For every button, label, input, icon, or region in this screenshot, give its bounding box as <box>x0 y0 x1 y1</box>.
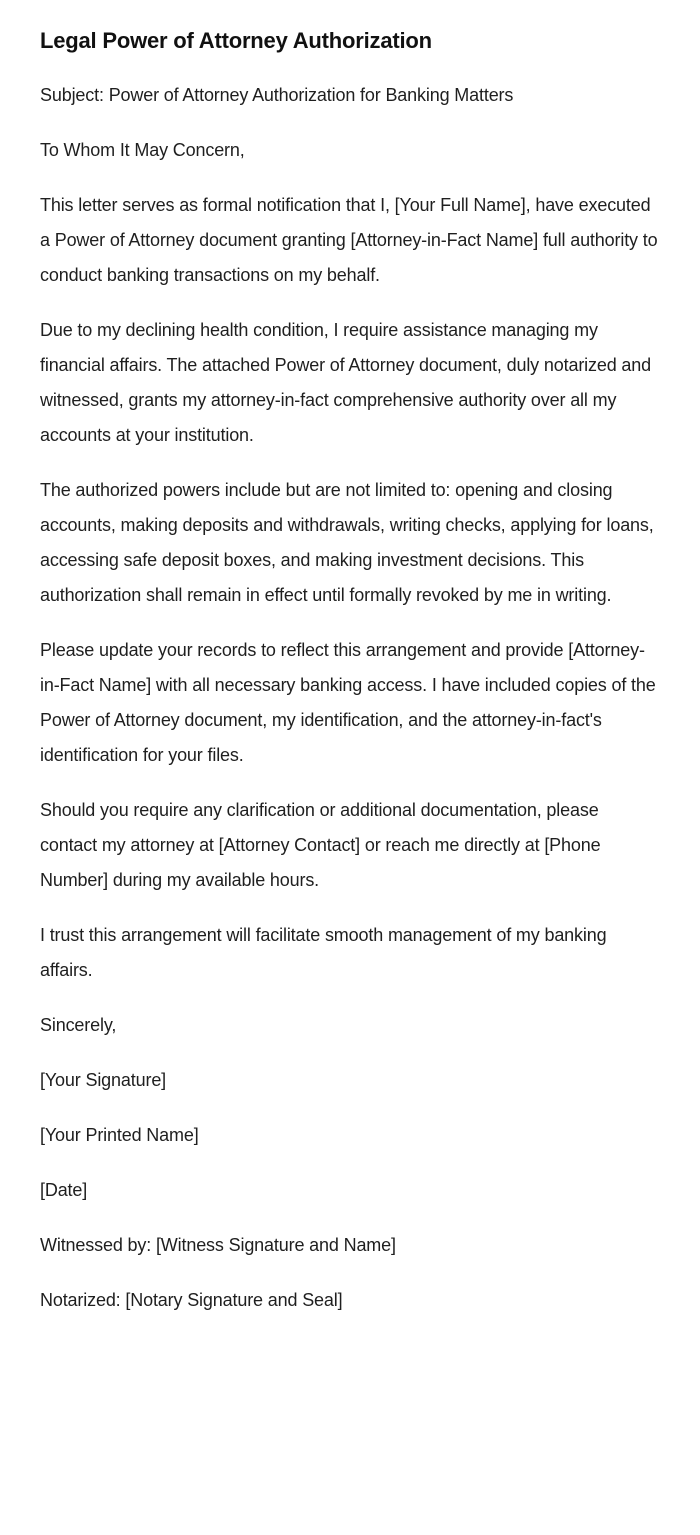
document-title: Legal Power of Attorney Authorization <box>40 28 432 53</box>
body-paragraph: This letter serves as formal notification that I, [Your Full Name], have executed a Power of Attorney document granting [Attorney-in-Fact Name] full authority to conduct banking transactions on my behalf. <box>40 195 658 285</box>
witness-line: Witnessed by: [Witness Signature and Name] <box>40 1235 396 1255</box>
printed-name-placeholder: [Your Printed Name] <box>40 1125 199 1145</box>
body-paragraph: Should you require any clarification or additional documentation, please contact my attorney at [Attorney Contact] or reach me directly at [Phone Number] during my available hours. <box>40 800 601 890</box>
body-paragraph: Due to my declining health condition, I require assistance managing my financial affairs. The attached Power of Attorney document, duly notarized and witnessed, grants my attorney-in-fact comprehensive authority over all my accounts at your institution. <box>40 320 652 445</box>
body-paragraph: Please update your records to reflect this arrangement and provide [Attorney-in-Fact Name] with all necessary banking access. I have included copies of the Power of Attorney document, my identification, and the attorney-in-fact's identification for your files. <box>40 640 656 765</box>
subject-line: Subject: Power of Attorney Authorization for Banking Matters <box>40 85 514 105</box>
body-paragraph: The authorized powers include but are not limited to: opening and closing accounts, making deposits and withdrawals, writing checks, applying for loans, accessing safe deposit boxes, and making investment decisions. This authorization shall remain in effect until formally revoked by me in writing. <box>40 480 654 605</box>
notary-line: Notarized: [Notary Signature and Seal] <box>40 1290 343 1310</box>
salutation: To Whom It May Concern, <box>40 140 245 160</box>
closing: Sincerely, <box>40 1015 117 1035</box>
signature-placeholder: [Your Signature] <box>40 1070 167 1090</box>
body-paragraph: I trust this arrangement will facilitate smooth management of my banking affairs. <box>40 925 607 980</box>
date-placeholder: [Date] <box>40 1180 88 1200</box>
